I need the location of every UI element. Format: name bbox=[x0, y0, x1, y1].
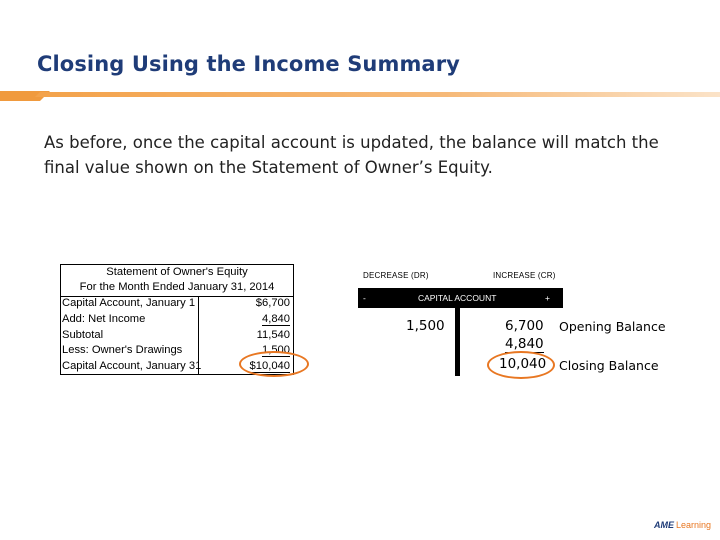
highlight-ellipse-statement bbox=[239, 351, 309, 377]
row-label: Subtotal bbox=[62, 329, 104, 341]
closing-balance-note: Closing Balance bbox=[559, 358, 659, 373]
logo-brand: AME bbox=[654, 520, 674, 530]
ame-learning-logo bbox=[654, 520, 711, 530]
credit-value: 10,040 bbox=[499, 356, 547, 372]
t-account-stem bbox=[455, 308, 460, 376]
opening-balance-note: Opening Balance bbox=[559, 319, 666, 334]
row-amount: $10,040 bbox=[250, 360, 290, 375]
decrease-label: DECREASE (DR) bbox=[363, 271, 429, 280]
row-label: Add: Net Income bbox=[62, 313, 146, 325]
row-label: Capital Account, January 1 bbox=[62, 297, 196, 309]
row-amount: 4,840 bbox=[262, 313, 290, 325]
statement-heading: Statement of Owner's Equity bbox=[106, 266, 248, 278]
row-amount: 1,500 bbox=[262, 344, 290, 356]
statement-row bbox=[61, 313, 293, 328]
row-label: Less: Owner's Drawings bbox=[62, 344, 183, 356]
increase-label: INCREASE (CR) bbox=[493, 271, 556, 280]
header-rule bbox=[0, 89, 720, 103]
highlight-ellipse-t-account bbox=[487, 351, 555, 379]
plus-sign: + bbox=[545, 293, 550, 303]
slide-title: Closing Using the Income Summary bbox=[37, 52, 460, 76]
row-label: Capital Account, January 31 bbox=[62, 360, 202, 372]
credit-value: 6,700 bbox=[505, 318, 544, 334]
statement-period: For the Month Ended January 31, 2014 bbox=[79, 281, 275, 293]
debit-value: 1,500 bbox=[406, 318, 445, 334]
minus-sign: - bbox=[363, 293, 366, 303]
account-name: CAPITAL ACCOUNT bbox=[418, 293, 497, 303]
row-amount: $6,700 bbox=[255, 297, 290, 309]
row-amount: 11,540 bbox=[256, 329, 290, 341]
statement-row bbox=[61, 329, 293, 344]
t-account-header-bar bbox=[358, 288, 563, 308]
statement-row bbox=[61, 297, 293, 312]
credit-value: 4,840 bbox=[505, 336, 544, 352]
logo-suffix: Learning bbox=[676, 520, 712, 530]
body-paragraph: As before, once the capital account is updated, the balance will match the final value shown on the Statement of Owner’s Equity. bbox=[44, 133, 659, 177]
